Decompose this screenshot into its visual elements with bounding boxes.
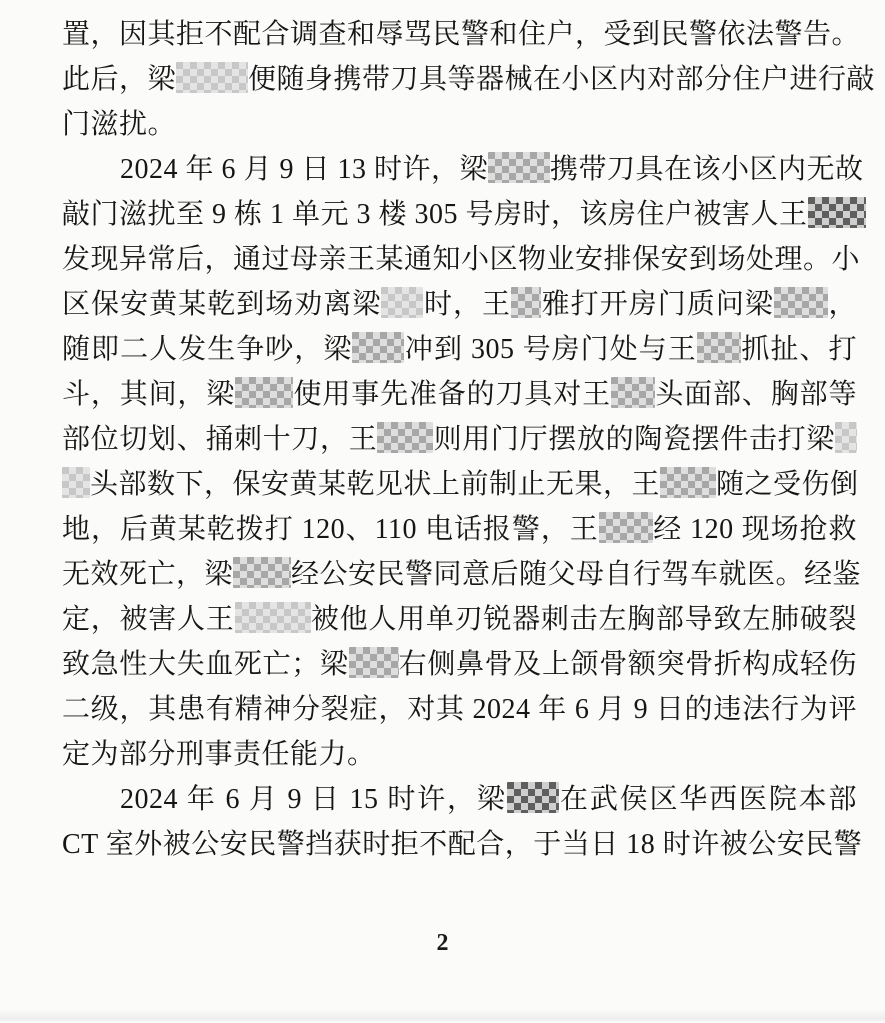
text-line (62, 597, 857, 642)
text-segment: 发现异常后，通过母亲王某通知小区物业安排保安到场处理。小 (62, 244, 861, 275)
text-segment: 致急性大失血死亡；梁 (62, 649, 349, 680)
text-segment: 冲到 305 号房门处与王 (404, 334, 697, 365)
text-segment: 则用门厅摆放的陶瓷摆件击打梁 (433, 424, 835, 455)
text-segment: 置，因其拒不配合调查和辱骂民警和住户，受到民警依法警告。 (62, 19, 861, 50)
redaction-block (233, 557, 291, 588)
text-segment: 门滋扰。 (62, 109, 177, 140)
text-segment: 2024 年 6 月 9 日 13 时许，梁 (120, 154, 489, 185)
redaction-block (511, 287, 541, 318)
text-line (62, 57, 876, 102)
redaction-block (349, 647, 399, 678)
text-line (62, 732, 857, 777)
text-segment: 斗，其间，梁 (62, 379, 236, 410)
redaction-block (660, 467, 716, 498)
redaction-block (808, 197, 866, 228)
text-segment: 携带刀具在该小区内无故 (550, 154, 864, 185)
text-segment: 经 120 现场抢救 (652, 514, 857, 545)
text-segment: 雅打开房门质问梁 (541, 289, 774, 320)
text-segment: 部位切划、捅刺十刀，王 (62, 424, 378, 455)
text-line (62, 462, 857, 507)
text-segment: 无效死亡，梁 (62, 559, 234, 590)
text-line (62, 282, 857, 327)
text-segment: 区保安黄某乾到场劝离梁 (62, 289, 382, 320)
text-segment: 在武侯区华西医院本部 (558, 784, 857, 815)
text-line (62, 552, 862, 597)
text-line (62, 822, 863, 867)
text-line (62, 777, 857, 822)
text-segment: 时，王 (423, 289, 512, 320)
text-segment: 右侧鼻骨及上颌骨额突骨折构成轻伤 (398, 649, 857, 680)
redaction-block (697, 332, 741, 363)
text-segment: 头部数下，保安黄某乾见状上前制止无果，王 (90, 469, 661, 500)
redaction-block (377, 422, 433, 453)
redaction-block (235, 377, 293, 408)
redaction-block (488, 152, 550, 183)
redaction-block (62, 467, 90, 498)
text-line (62, 102, 857, 147)
redaction-block (352, 332, 404, 363)
text-segment: ， (827, 289, 857, 320)
text-segment: 使用事先准备的刀具对王 (293, 379, 611, 410)
text-segment: 经公安民警同意后随父母自行驾车就医。经鉴 (291, 559, 862, 590)
text-line (62, 147, 864, 192)
redaction-block (774, 287, 828, 318)
text-segment: 定为部分刑事责任能力。 (62, 739, 376, 770)
redaction-block (835, 422, 857, 453)
text-line (62, 237, 861, 282)
text-line (62, 642, 857, 687)
page-number: 2 (436, 930, 449, 956)
text-segment: CT 室外被公安民警挡获时拒不配合，于当日 18 时许被公安民警 (62, 829, 863, 860)
text-segment: 2024 年 6 月 9 日 15 时许，梁 (120, 784, 507, 815)
text-segment: 二级，其患有精神分裂症，对其 2024 年 6 月 9 日的违法行为评 (62, 694, 857, 725)
text-line (62, 327, 857, 372)
text-segment: 地，后黄某乾拨打 120、110 电话报警，王 (62, 514, 599, 545)
text-segment: 便随身携带刀具等器械在小区内对部分住户进行敲 (248, 64, 876, 95)
text-segment: 头面部、胸部等 (654, 379, 857, 410)
redaction-block (599, 512, 653, 543)
text-line (62, 12, 861, 57)
text-line (62, 372, 857, 417)
text-segment: 抓扯、打 (740, 334, 857, 365)
text-segment: 被他人用单刃锐器刺击左胸部导致左肺破裂 (310, 604, 857, 635)
redaction-block (176, 62, 248, 93)
text-segment: 敲门滋扰至 9 栋 1 单元 3 楼 305 号房时，该房住户被害人王 (62, 199, 808, 230)
redaction-block (381, 287, 423, 318)
text-segment: 定，被害人王 (62, 604, 235, 635)
text-line (62, 192, 857, 237)
text-line (62, 507, 857, 552)
text-line (62, 417, 857, 462)
redaction-block (507, 782, 559, 813)
text-segment: 随之受伤倒 (716, 469, 859, 500)
text-segment: 随即二人发生争吵，梁 (62, 334, 353, 365)
text-line (62, 687, 857, 732)
redaction-block (611, 377, 655, 408)
redaction-block (235, 602, 311, 633)
text-segment: 此后，梁 (62, 64, 177, 95)
